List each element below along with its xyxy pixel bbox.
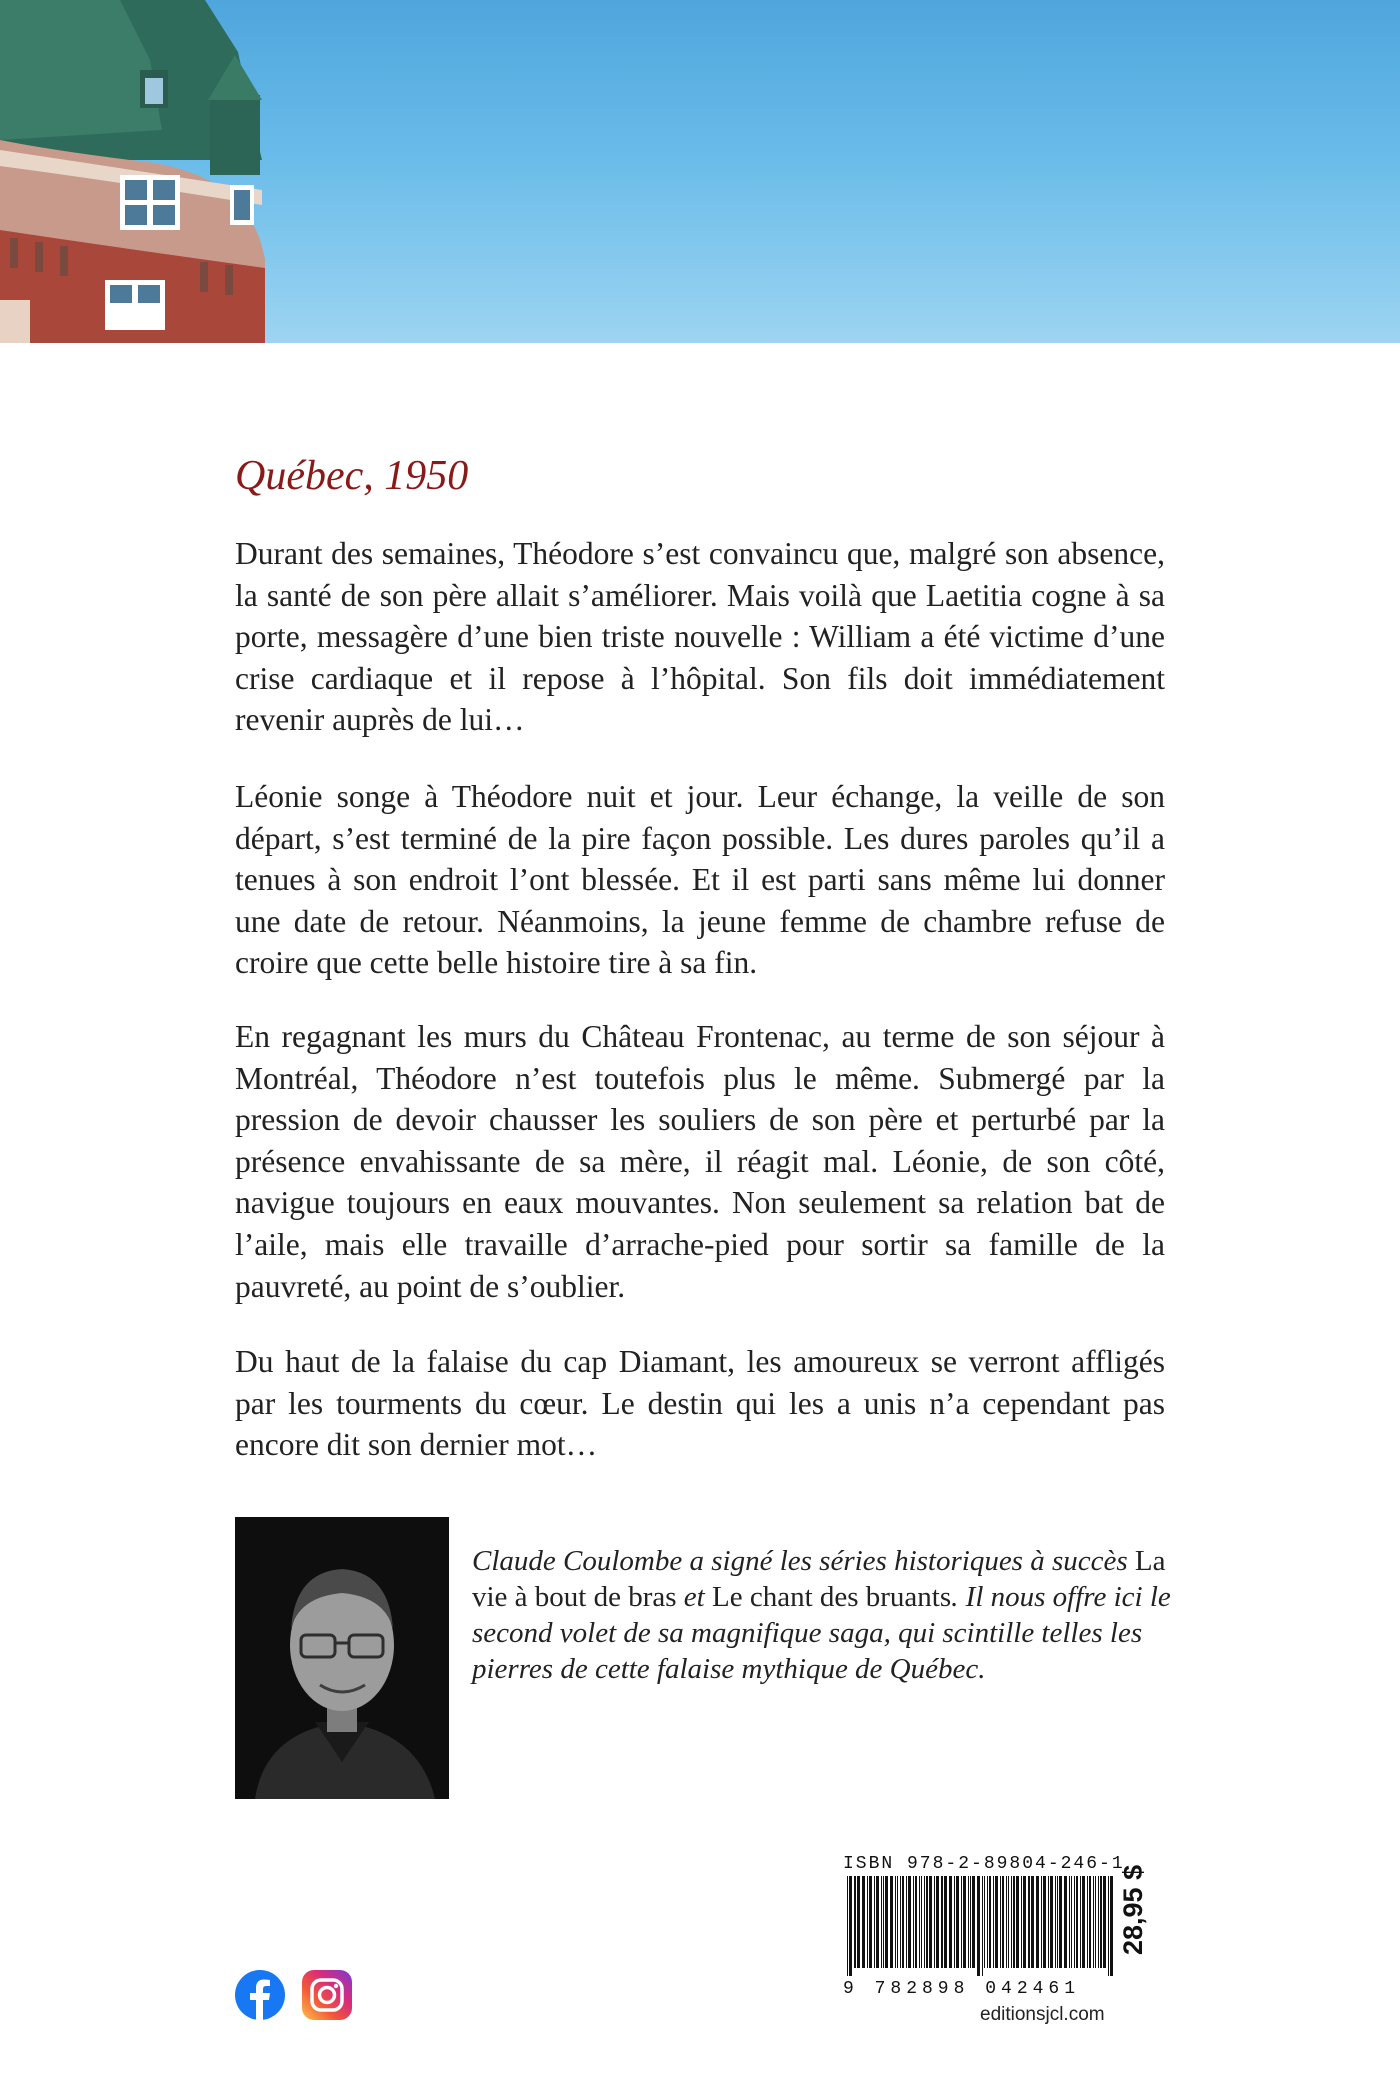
barcode-bar xyxy=(908,1876,911,1968)
barcode-bar xyxy=(1089,1876,1091,1968)
barcode-bar xyxy=(1108,1876,1109,1976)
barcode-bar xyxy=(881,1876,882,1968)
barcode-bar xyxy=(1057,1876,1058,1968)
barcode-bar xyxy=(1031,1876,1034,1968)
publisher-website[interactable]: editionsjcl.com xyxy=(980,2004,1105,2025)
barcode-bar xyxy=(1000,1876,1001,1968)
barcode-bar xyxy=(1002,1876,1004,1968)
barcode-bar xyxy=(1043,1876,1046,1968)
barcode-bar xyxy=(895,1876,896,1968)
synopsis-paragraph-1: Durant des semaines, Théodore s’est convaincu que, malgré son absence, la santé de son père allait s’améliorer. Mais voilà que Laetitia cogne à sa porte, messagère d’une bien triste nouvelle : William a été victime d’une crise cardiaque et il repose à l’hôpital. Son fils doit immédiatement revenir auprès de lui… xyxy=(235,536,1165,738)
barcode-bar xyxy=(849,1876,852,1976)
barcode-bar xyxy=(1093,1876,1094,1968)
facebook-icon[interactable] xyxy=(235,1970,285,2020)
barcode-bar xyxy=(1098,1876,1099,1968)
barcode-bar xyxy=(876,1876,879,1968)
instagram-icon[interactable] xyxy=(302,1970,352,2020)
barcode-bar xyxy=(1076,1876,1078,1968)
barcode-bar xyxy=(1041,1876,1042,1968)
barcode-bar xyxy=(1008,1876,1009,1968)
barcode-bar xyxy=(862,1876,865,1968)
barcode-bar xyxy=(970,1876,971,1968)
barcode-bar xyxy=(900,1876,901,1968)
barcode-bar xyxy=(902,1876,904,1968)
isbn-label: ISBN 978-2-89804-246-1 xyxy=(843,1854,1125,1874)
barcode-bar xyxy=(984,1876,985,1968)
barcode-bar xyxy=(961,1876,962,1968)
barcode-bar xyxy=(1059,1876,1062,1968)
barcode-bar xyxy=(1074,1876,1075,1968)
barcode-bar xyxy=(1036,1876,1039,1968)
series-title-2: Le chant des bruants xyxy=(711,1581,952,1613)
barcode-bar xyxy=(977,1876,980,1976)
barcode-bar xyxy=(1080,1876,1081,1968)
barcode-bar xyxy=(1064,1876,1067,1968)
barcode-bar xyxy=(982,1876,983,1976)
sky-banner xyxy=(0,0,1400,343)
barcode-bar xyxy=(1087,1876,1088,1968)
barcode-bar xyxy=(934,1876,935,1968)
author-bio xyxy=(472,1543,1192,1687)
barcode-bar xyxy=(956,1876,959,1968)
author-bio-text-1: Claude Coulombe a signé les séries historiques à succès xyxy=(472,1545,1135,1577)
barcode-bar xyxy=(906,1876,907,1968)
barcode-bar xyxy=(924,1876,925,1968)
barcode-bar xyxy=(1110,1876,1113,1976)
author-photo xyxy=(235,1517,449,1799)
barcode-bar xyxy=(1050,1876,1053,1968)
author-bio-text-2: et xyxy=(676,1581,712,1613)
barcode-bar xyxy=(874,1876,875,1968)
barcode-bar xyxy=(890,1876,893,1968)
barcode-bar xyxy=(1013,1876,1015,1968)
barcode-bar xyxy=(941,1876,943,1968)
barcode-bar xyxy=(885,1876,888,1968)
barcode-bar xyxy=(883,1876,884,1968)
barcode xyxy=(847,1876,1117,1976)
barcode-bar xyxy=(921,1876,922,1968)
barcode-bar xyxy=(869,1876,872,1968)
barcode-bar xyxy=(1103,1876,1106,1968)
series-title-1: La vie à bout de bras xyxy=(472,1545,1166,1613)
barcode-bar xyxy=(936,1876,939,1968)
barcode-bar xyxy=(854,1876,856,1968)
barcode-bar xyxy=(919,1876,920,1968)
barcode-bar xyxy=(989,1876,991,1968)
barcode-bar xyxy=(1023,1876,1026,1968)
barcode-bar xyxy=(954,1876,955,1968)
barcode-bar xyxy=(1021,1876,1022,1968)
barcode-bar xyxy=(929,1876,932,1968)
barcode-bar xyxy=(949,1876,952,1968)
barcode-bar xyxy=(1016,1876,1019,1968)
barcode-bar xyxy=(915,1876,917,1968)
synopsis-paragraph-2: Léonie songe à Théodore nuit et jour. Leur échange, la veille de son départ, s’est terminé de la pire façon possible. Les dures paroles qu’il a tenues à son endroit l’ont blessée. Et il est parti sans même lui donner une date de retour. Néanmoins, la jeune femme de chambre refuse de croire que cette belle histoire tire à sa fin. xyxy=(235,779,1165,981)
barcode-bar xyxy=(944,1876,947,1968)
barcode-digits: 9 782898 042461 xyxy=(843,1979,1081,1999)
barcode-bar xyxy=(1028,1876,1030,1968)
barcode-bar xyxy=(1011,1876,1012,1968)
barcode-bar xyxy=(1095,1876,1096,1968)
barcode-bar xyxy=(1048,1876,1049,1968)
synopsis-paragraph-3: En regagnant les murs du Château Frontenac, au terme de son séjour à Montréal, Théodore n’est toutefois plus le même. Submergé par la pression de devoir chausser les souliers de son père et perturbé par la présence envahissante de sa mère, il réagit mal. Léonie, de son côté, navigue toujours en eaux mouvantes. Non seulement sa relation bat de l’aile, mais elle travaille d’arrache-pied pour sortir sa famille de la pauvreté, au point de s’oublier. xyxy=(235,1019,1165,1304)
barcode-bar xyxy=(1100,1876,1102,1968)
barcode-bar xyxy=(963,1876,966,1968)
barcode-bar xyxy=(897,1876,898,1968)
barcode-bar xyxy=(995,1876,998,1968)
barcode-bar xyxy=(1069,1876,1070,1968)
barcode-bar xyxy=(1006,1876,1007,1968)
barcode-bar xyxy=(1055,1876,1056,1968)
barcode-bar xyxy=(1082,1876,1085,1968)
barcode-bar xyxy=(847,1876,848,1976)
barcode-bar xyxy=(857,1876,860,1968)
barcode-bar xyxy=(1071,1876,1072,1968)
barcode-bar xyxy=(926,1876,928,1968)
barcode-bar xyxy=(987,1876,988,1968)
barcode-bar xyxy=(968,1876,969,1968)
barcode-bar xyxy=(993,1876,994,1968)
price: 28,95 $ xyxy=(1118,1864,1148,1955)
synopsis-paragraph-4: Du haut de la falaise du cap Diamant, les amoureux se verront affligés par les tourments du cœur. Le destin qui les a unis n’a cependant pas encore dit son dernier mot… xyxy=(235,1344,1165,1463)
barcode-bar xyxy=(972,1876,975,1968)
barcode-bar xyxy=(867,1876,868,1968)
author-bio-text-3: . Il nous offre ici le second volet de sa magnifique saga, qui scintille telles les pierres de cette falaise mythique de Québec. xyxy=(472,1581,1171,1685)
barcode-bar xyxy=(913,1876,914,1968)
cover-heading: Québec, 1950 xyxy=(235,453,469,499)
chateau-tower-illustration xyxy=(0,0,300,343)
